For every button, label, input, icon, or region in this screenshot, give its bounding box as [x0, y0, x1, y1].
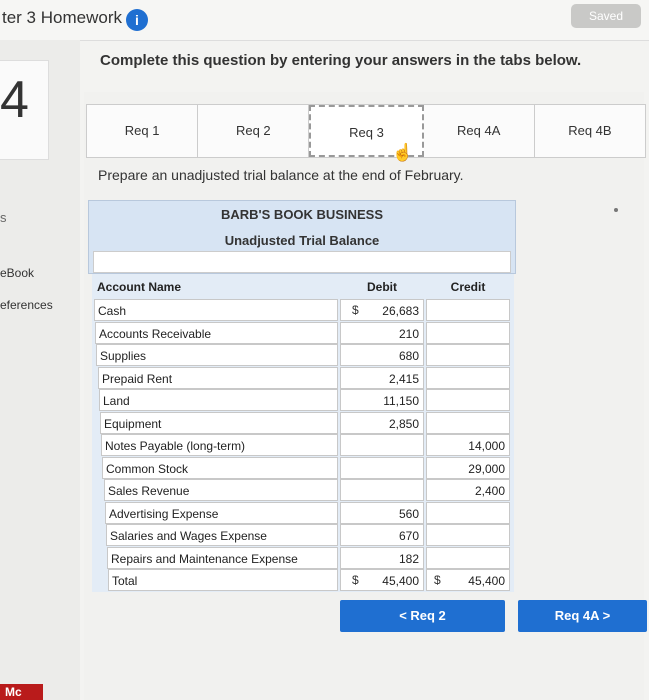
- table-row: [92, 412, 514, 434]
- tab-bar: [86, 104, 646, 158]
- tab-req-2[interactable]: Req 2: [198, 105, 309, 157]
- debit-cell[interactable]: 210: [340, 322, 424, 344]
- debit-cell[interactable]: [340, 434, 424, 456]
- info-icon[interactable]: i: [126, 9, 148, 31]
- credit-cell[interactable]: 2,400: [426, 479, 510, 501]
- stray-mark: [614, 208, 618, 212]
- debit-cell[interactable]: 182: [340, 547, 424, 569]
- total-row: [92, 569, 514, 591]
- table-row: [92, 299, 514, 321]
- credit-cell[interactable]: [426, 322, 510, 344]
- debit-cell[interactable]: 11,150: [340, 389, 424, 411]
- credit-cell[interactable]: [426, 547, 510, 569]
- account-name-cell[interactable]: Total: [108, 569, 338, 591]
- hand-cursor-icon: ☝: [392, 143, 414, 162]
- debit-cell[interactable]: 680: [340, 344, 424, 366]
- account-name-cell[interactable]: Repairs and Maintenance Expense: [107, 547, 338, 569]
- company-name: BARB'S BOOK BUSINESS: [221, 207, 383, 222]
- tab-req-4a[interactable]: Req 4A: [424, 105, 535, 157]
- debit-cell[interactable]: 670: [340, 524, 424, 546]
- account-name-cell[interactable]: Equipment: [100, 412, 338, 434]
- debit-cell[interactable]: [340, 479, 424, 501]
- credit-cell[interactable]: [426, 367, 510, 389]
- prev-req-button[interactable]: < Req 2: [340, 600, 505, 632]
- account-name-cell[interactable]: Cash: [94, 299, 338, 321]
- question-number: 4: [0, 71, 29, 129]
- prompt-text: Prepare an unadjusted trial balance at the end of February.: [98, 167, 464, 183]
- credit-cell[interactable]: [426, 389, 510, 411]
- top-bar: [0, 0, 649, 41]
- table-row: [92, 502, 514, 524]
- account-name-cell[interactable]: Supplies: [96, 344, 338, 366]
- debit-cell[interactable]: 2,415: [340, 367, 424, 389]
- references-link[interactable]: eferences: [0, 298, 53, 312]
- account-name-cell[interactable]: Salaries and Wages Expense: [106, 524, 338, 546]
- debit-header: Debit: [340, 276, 424, 298]
- statement-title: Unadjusted Trial Balance: [224, 233, 380, 248]
- debit-cell[interactable]: 2,850: [340, 412, 424, 434]
- trial-balance-header: [88, 200, 516, 274]
- table-row: [92, 434, 514, 456]
- account-name-cell[interactable]: Sales Revenue: [104, 479, 338, 501]
- table-row: [92, 322, 514, 344]
- account-name-cell[interactable]: Advertising Expense: [105, 502, 338, 524]
- table-row: [92, 389, 514, 411]
- table-row: [92, 344, 514, 366]
- credit-cell[interactable]: [426, 412, 510, 434]
- debit-dollar-sign: $: [352, 573, 359, 587]
- credit-cell[interactable]: [426, 299, 510, 321]
- account-name-cell[interactable]: Land: [99, 389, 338, 411]
- credit-dollar-sign: $: [434, 573, 441, 587]
- credit-cell[interactable]: 29,000: [426, 457, 510, 479]
- trial-balance-table: [92, 274, 514, 592]
- credit-cell[interactable]: [426, 502, 510, 524]
- table-row: [92, 547, 514, 569]
- sidebar-s-label: s: [0, 210, 7, 225]
- credit-cell[interactable]: [426, 524, 510, 546]
- saved-badge: Saved: [571, 4, 641, 28]
- table-row: [92, 479, 514, 501]
- credit-cell[interactable]: [426, 344, 510, 366]
- ebook-link[interactable]: eBook: [0, 266, 35, 280]
- account-name-cell[interactable]: Prepaid Rent: [98, 367, 338, 389]
- debit-dollar-sign: $: [352, 303, 359, 317]
- brand-logo: Mc: [0, 684, 43, 700]
- next-req-button[interactable]: Req 4A >: [518, 600, 647, 632]
- tab-req-4b[interactable]: Req 4B: [535, 105, 645, 157]
- credit-cell[interactable]: 14,000: [426, 434, 510, 456]
- account-name-cell[interactable]: Notes Payable (long-term): [101, 434, 338, 456]
- account-name-cell[interactable]: Accounts Receivable: [95, 322, 338, 344]
- table-row: [92, 457, 514, 479]
- account-name-cell[interactable]: Common Stock: [102, 457, 338, 479]
- tab-req-1[interactable]: Req 1: [87, 105, 198, 157]
- credit-cell[interactable]: 45,400: [426, 569, 510, 591]
- page-title: ter 3 Homework: [2, 8, 122, 27]
- table-row: [92, 524, 514, 546]
- instruction-text: Complete this question by entering your answers in the tabs below.: [100, 52, 582, 69]
- date-input[interactable]: [93, 251, 511, 273]
- table-row: [92, 367, 514, 389]
- debit-cell[interactable]: 45,400: [340, 569, 424, 591]
- debit-cell[interactable]: 26,683: [340, 299, 424, 321]
- credit-header: Credit: [426, 276, 510, 298]
- tab-req-3[interactable]: Req 3: [309, 105, 423, 157]
- debit-cell[interactable]: 560: [340, 502, 424, 524]
- debit-cell[interactable]: [340, 457, 424, 479]
- account-name-header: Account Name: [94, 276, 338, 298]
- table-header-row: [92, 276, 514, 298]
